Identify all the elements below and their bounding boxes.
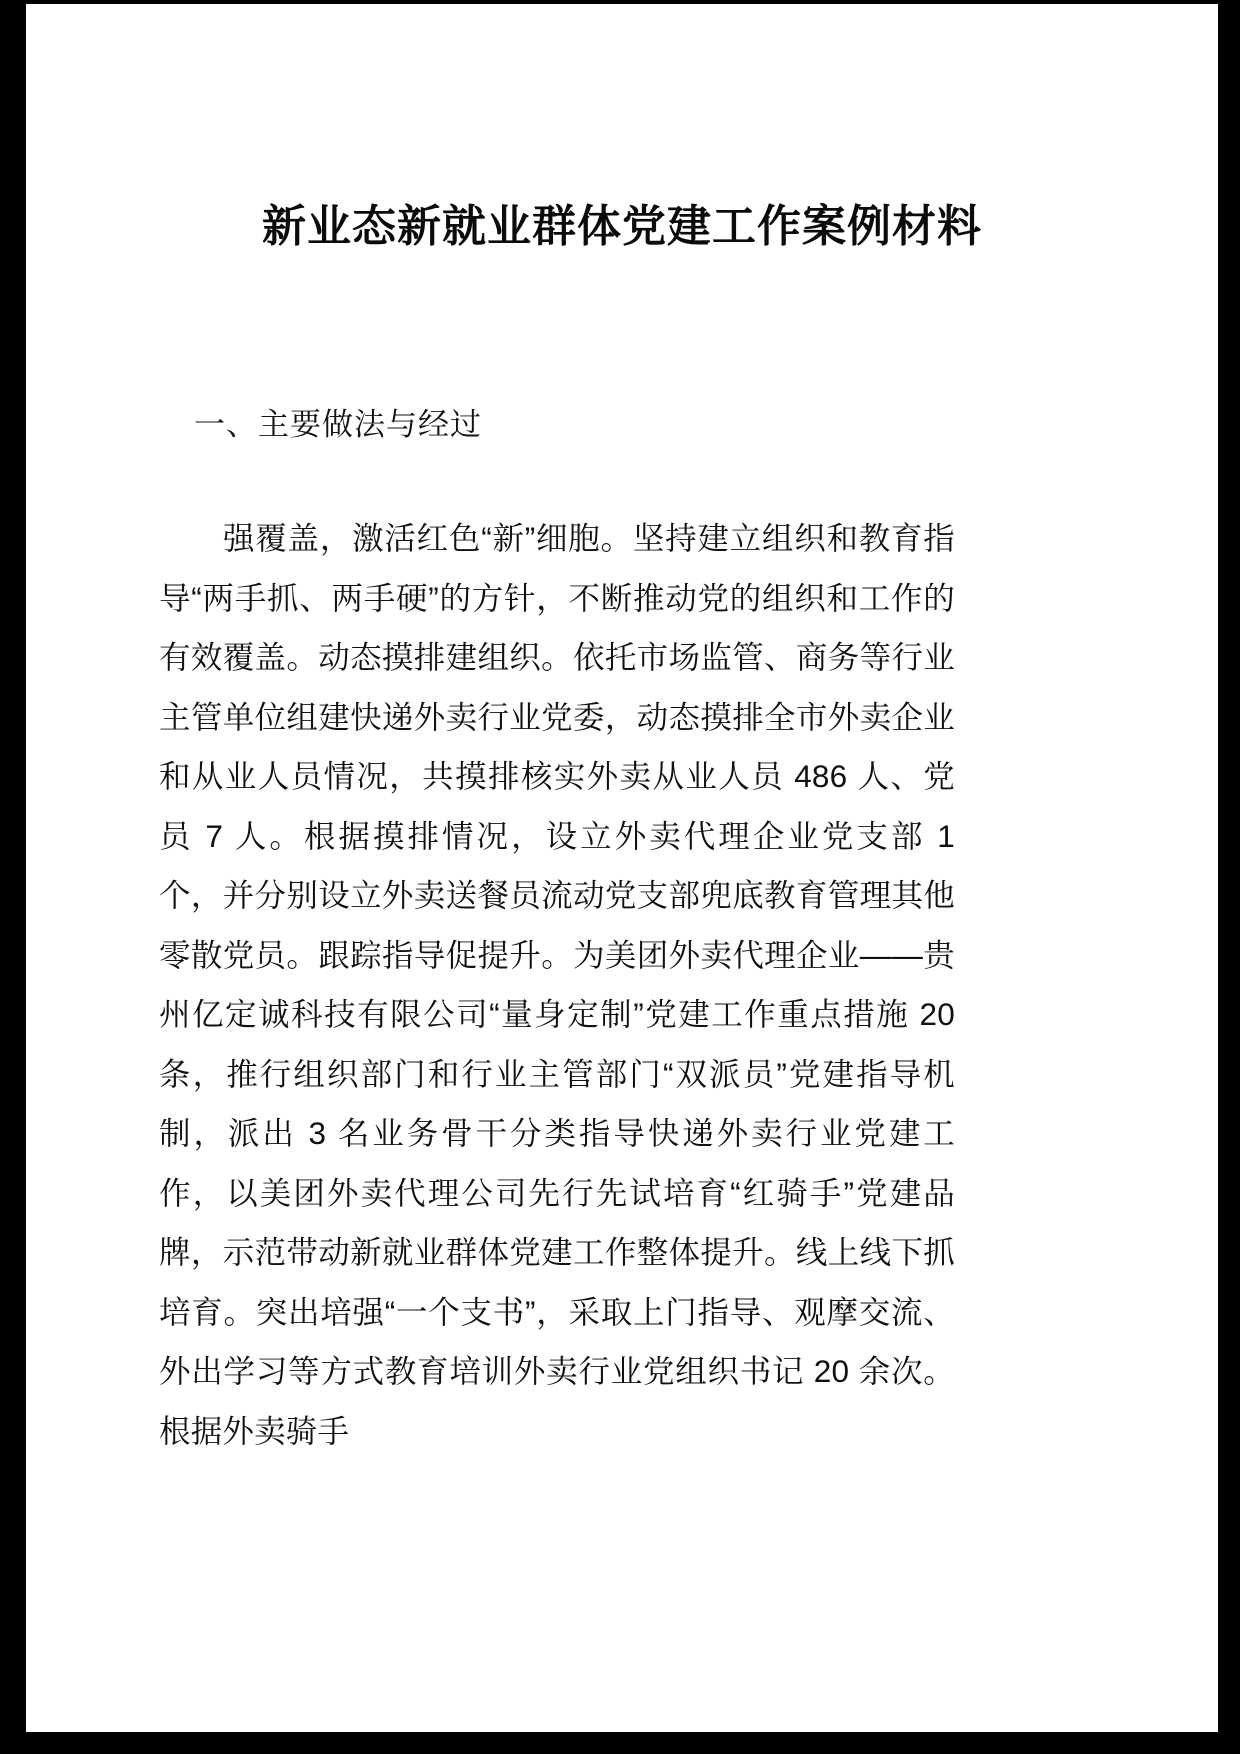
scan-border-left <box>0 0 26 1754</box>
scan-border-right <box>1218 0 1240 1754</box>
body-paragraph: 强覆盖，激活红色“新”细胞。坚持建立组织和教育指导“两手抓、两手硬”的方针，不断推动党的组织和工作的有效覆盖。动态摸排建组织。依托市场监管、商务等行业主管单位组建快递外卖行业党委，动态摸排全市外卖企业和从业人员情况，共摸排核实外卖从业人员 486 人、党员 7 人。根据摸排情况，设立外卖代理企业党支部 1 个，并分别设立外卖送餐员流动党支部兜底教育管理其他零散党员。跟踪指导促提升。为美团外卖代理企业——贵州亿定诚科技有限公司“量身定制”党建工作重点措施 20 条，推行组织部门和行业主管部门“双派员”党建指导机制，派出 3 名业务骨干分类指导快递外卖行业党建工作，以美团外卖代理公司先行先试培育“红骑手”党建品牌，示范带动新就业群体党建工作整体提升。线上线下抓培育。突出培强“一个支书”，采取上门指导、观摩交流、外出学习等方式教育培训外卖行业党组织书记 20 余次。根据外卖骑手 <box>159 520 955 1449</box>
body-text-block <box>159 509 955 1461</box>
document-title: 新业态新就业群体党建工作案例材料 <box>262 202 982 252</box>
scan-border-bottom <box>0 1732 1240 1754</box>
page-sheet <box>26 4 1218 1732</box>
section-heading-one: 一、主要做法与经过 <box>194 407 482 442</box>
